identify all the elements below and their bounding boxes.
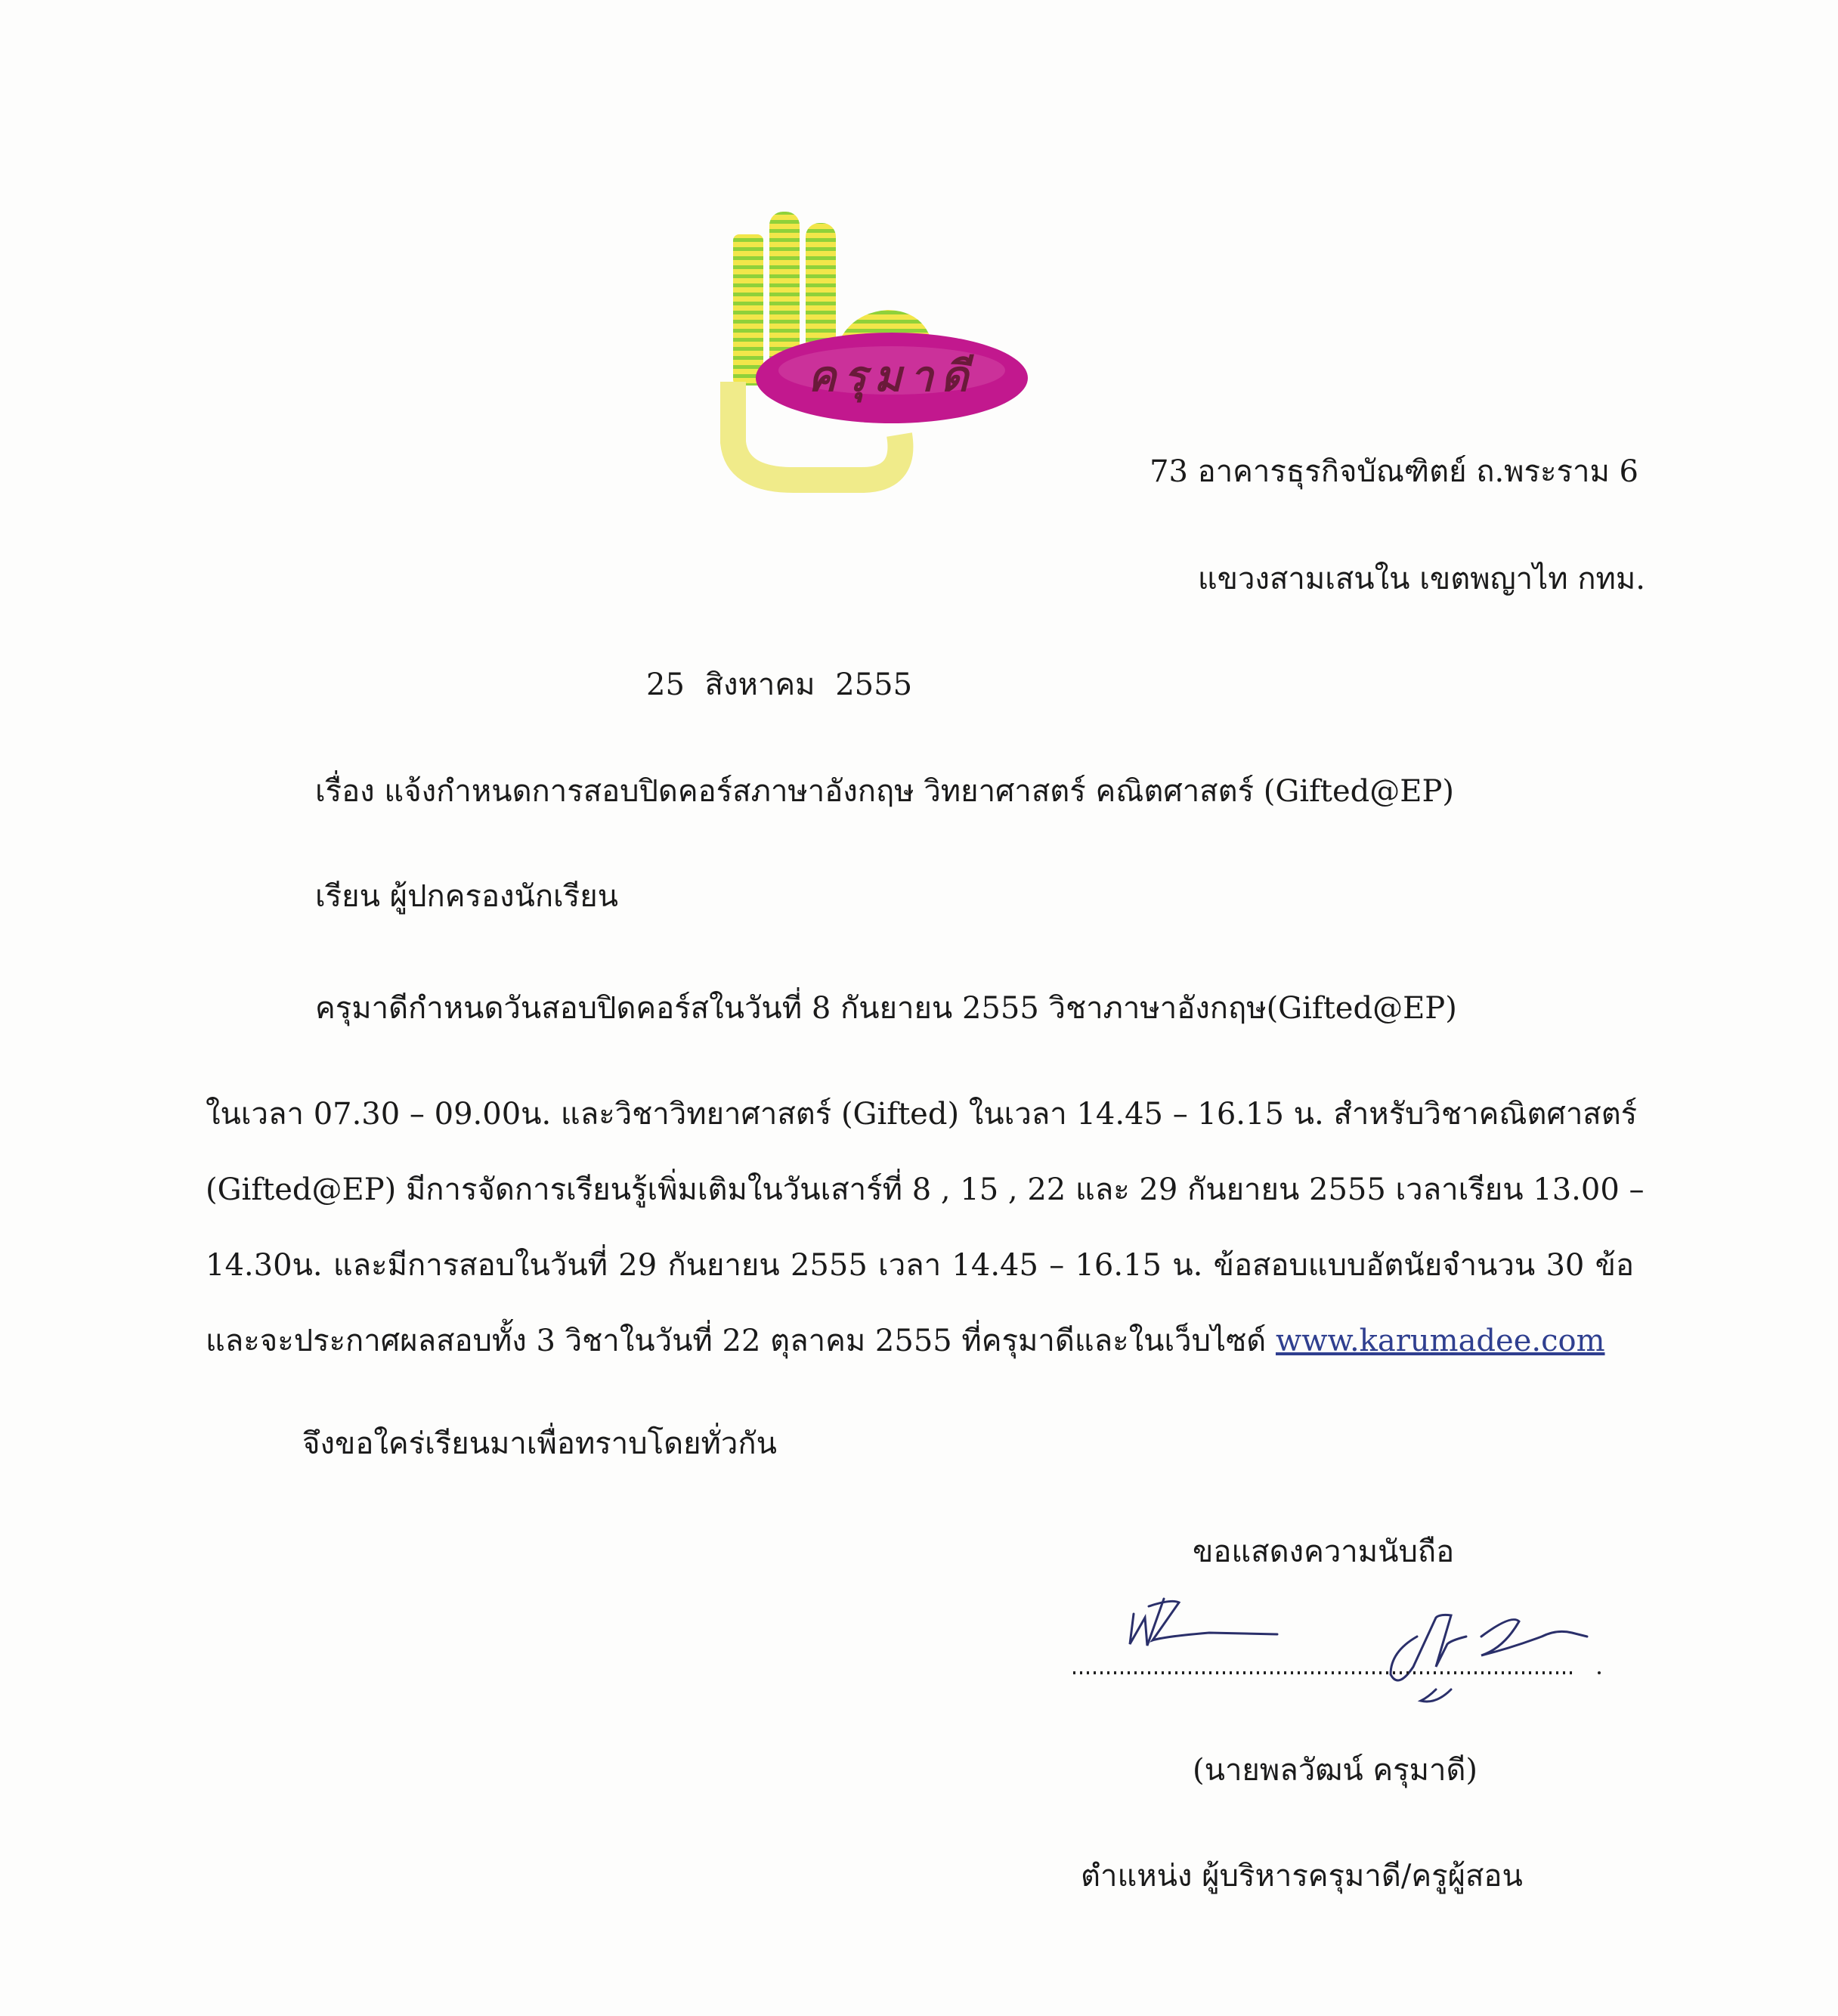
website-link[interactable]: www.karumadee.com: [1275, 1324, 1605, 1358]
letter-salutation: เรียน ผู้ปกครองนักเรียน: [315, 879, 618, 914]
body-line: (Gifted@EP) มีการจัดการเรียนรู้เพิ่มเติมในวันเสาร์ที่ 8 , 15 , 22 และ 29 กันยายน 2555 เวลาเรียน 13.00 –: [206, 1172, 1645, 1207]
body-line-last: [206, 1303, 1634, 1379]
closing-line: จึงขอใคร่เรียนมาเพื่อทราบโดยทั่วกัน: [302, 1426, 777, 1461]
address-line-2: แขวงสามเสนใน เขตพญาไท กทม.: [1197, 562, 1645, 596]
signatory-name: (นายพลวัฒน์ ครุมาดี): [1193, 1753, 1478, 1788]
karumadee-logo: [710, 193, 1043, 495]
letter-date: 25 สิงหาคม 2555: [646, 667, 913, 702]
body-last-line-text: และจะประกาศผลสอบทั้ง 3 วิชาในวันที่ 22 ตุลาคม 2555 ที่ครุมาดีและในเว็บไซด์: [206, 1324, 1276, 1358]
address-line-1: 73 อาคารธุรกิจบัณฑิตย์ ถ.พระราม 6: [1150, 454, 1638, 489]
signatory-position: ตำแหน่ง ผู้บริหารครุมาดี/ครูผู้สอน: [1081, 1859, 1523, 1894]
regards: ขอแสดงความนับถือ: [1193, 1534, 1455, 1569]
body-first-line: ครุมาดีกำหนดวันสอบปิดคอร์สในวันที่ 8 กันยายน 2555 วิชาภาษาอังกฤษ(Gifted@EP): [315, 991, 1457, 1026]
body-line: 14.30น. และมีการสอบในวันที่ 29 กันยายน 2555 เวลา 14.45 – 16.15 น. ข้อสอบแบบอัตนัยจำนวน 30 ข้อ: [206, 1248, 1634, 1283]
logo-text: ครุมาดี: [807, 351, 976, 401]
letter-subject: เรื่อง แจ้งกำหนดการสอบปิดคอร์สภาษาอังกฤษ วิทยาศาสตร์ คณิตศาสตร์ (Gifted@EP): [315, 774, 1454, 809]
handwritten-signature: [1058, 1576, 1632, 1712]
body-line: ในเวลา 07.30 – 09.00น. และวิชาวิทยาศาสตร์ (Gifted) ในเวลา 14.45 – 16.15 น. สำหรับวิชาคณิตศาสตร์: [206, 1097, 1638, 1132]
body-paragraph: [206, 1076, 1645, 1379]
